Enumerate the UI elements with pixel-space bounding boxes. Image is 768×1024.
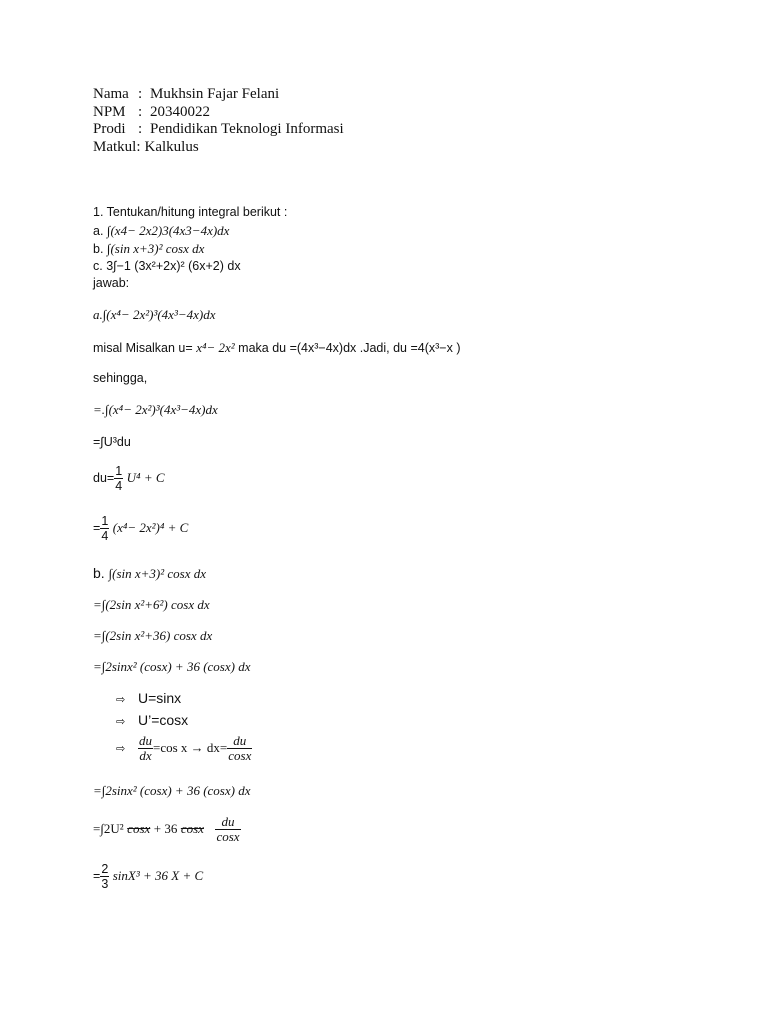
deriv-den: dx — [139, 748, 152, 763]
deriv-num: du — [139, 733, 152, 748]
deriv-mid: =cos x → dx= — [153, 740, 228, 756]
part-b-s1: =∫(2sin x²+6²) cosx dx — [93, 597, 210, 612]
part-b-s4: =∫2sinx² (cosx) + 36 (cosx) dx — [93, 783, 251, 798]
question-b-expr: ∫(sin x+3)² cosx dx — [106, 241, 205, 256]
part-b-expr: ∫(sin x+3)² cosx dx — [108, 566, 207, 581]
prodi-key: Prodi — [93, 121, 126, 137]
s5-fraction — [215, 815, 240, 844]
deriv-den-2: cosx — [228, 748, 252, 763]
s5-plus: + 36 — [153, 820, 178, 836]
question-a-expr: ∫(x4− 2x2)3(4x3−4x)dx — [106, 223, 230, 238]
npm-key: NPM — [93, 103, 126, 120]
deriv-fraction-2 — [227, 734, 252, 763]
misal-prefix: misal Misalkan u= — [93, 341, 193, 355]
part-b-title — [93, 565, 206, 582]
part-b-label: b. — [93, 565, 105, 581]
matkul-value: Kalkulus — [144, 138, 199, 155]
part-b-s2: =∫(2sin x²+36) cosx dx — [93, 628, 213, 643]
question-a — [93, 223, 229, 239]
part-a-step1: =.∫(x⁴− 2x²)³(4x³−4x)dx — [93, 402, 218, 417]
name-row — [93, 86, 344, 104]
s6-rest: sinX³ + 36 X + C — [112, 867, 204, 883]
question-b — [93, 241, 204, 257]
part-b-s3: =∫2sinx² (cosx) + 36 (cosx) dx — [93, 659, 251, 674]
name-sep: : — [138, 86, 143, 102]
matkul-key: Matkul: — [93, 138, 141, 155]
step4-prefix: = — [93, 520, 101, 535]
u-def-text: U=sinx — [138, 690, 182, 706]
question-a-label: a. — [93, 224, 104, 238]
question-title: 1. Tentukan/hitung integral berikut : — [93, 205, 288, 219]
u-prime-definition — [116, 712, 188, 728]
name-value: Mukhsin Fajar Felani — [150, 86, 280, 102]
part-a-misal — [93, 340, 460, 356]
s6-fraction — [100, 862, 109, 891]
prodi-value: Pendidikan Teknologi Informasi — [150, 121, 344, 137]
prodi-row — [93, 121, 344, 139]
question-c-label: c. 3 — [93, 259, 114, 273]
part-a-step3 — [93, 464, 165, 493]
question-c-expr: ∫−1 (3x²+2x)² (6x+2) dx — [113, 259, 241, 273]
student-info — [93, 86, 344, 156]
step3-num: 1 — [115, 464, 123, 478]
step3-rest: U⁴ + C — [126, 469, 165, 485]
npm-value: 20340022 — [150, 103, 210, 120]
s6-prefix: = — [93, 868, 101, 883]
matkul-row — [93, 139, 344, 157]
step4-num: 1 — [101, 514, 109, 528]
npm-row — [93, 104, 344, 122]
part-b-s5 — [93, 815, 241, 844]
deriv-fraction — [138, 734, 153, 763]
step3-prefix: du= — [93, 470, 115, 485]
part-a-step4 — [93, 514, 188, 543]
step4-rest: (x⁴− 2x²)⁴ + C — [112, 519, 189, 535]
part-a-step2: =∫U³du — [93, 435, 131, 449]
s6-den: 3 — [101, 877, 109, 891]
step4-fraction — [100, 514, 109, 543]
derivative-line — [116, 734, 252, 763]
name-key: Nama — [93, 86, 129, 102]
s5-den: cosx — [216, 829, 240, 844]
u-prime-text: U’=cosx — [138, 712, 189, 728]
s5-num: du — [215, 815, 240, 830]
part-b-s6 — [93, 862, 203, 891]
npm-sep: : — [138, 103, 143, 120]
right-arrow-outline-icon: ⇨ — [116, 743, 126, 756]
s5-cos-cancel-1: cosx — [127, 820, 151, 836]
right-arrow-outline-icon: ⇨ — [116, 716, 126, 728]
s5-cos-cancel-2: cosx — [180, 820, 204, 836]
step3-fraction — [114, 464, 123, 493]
prodi-sep: : — [138, 121, 143, 137]
part-a-intro: a.∫(x⁴− 2x²)³(4x³−4x)dx — [93, 307, 216, 322]
deriv-num-2: du — [227, 734, 252, 749]
misal-u: x⁴− 2x² — [196, 340, 235, 355]
question-b-label: b. — [93, 242, 104, 256]
step3-den: 4 — [115, 479, 123, 493]
question-c — [93, 259, 241, 273]
sehingga-label: sehingga, — [93, 371, 148, 385]
misal-mid: maka du =(4x³−4x)dx .Jadi, du =4(x³−x ) — [238, 341, 461, 355]
u-definition — [116, 690, 181, 706]
step4-den: 4 — [101, 529, 109, 543]
jawab-label: jawab: — [93, 276, 130, 290]
s5-prefix: =∫2U² — [93, 820, 124, 836]
right-arrow-outline-icon: ⇨ — [116, 694, 126, 706]
s6-num: 2 — [101, 862, 109, 876]
